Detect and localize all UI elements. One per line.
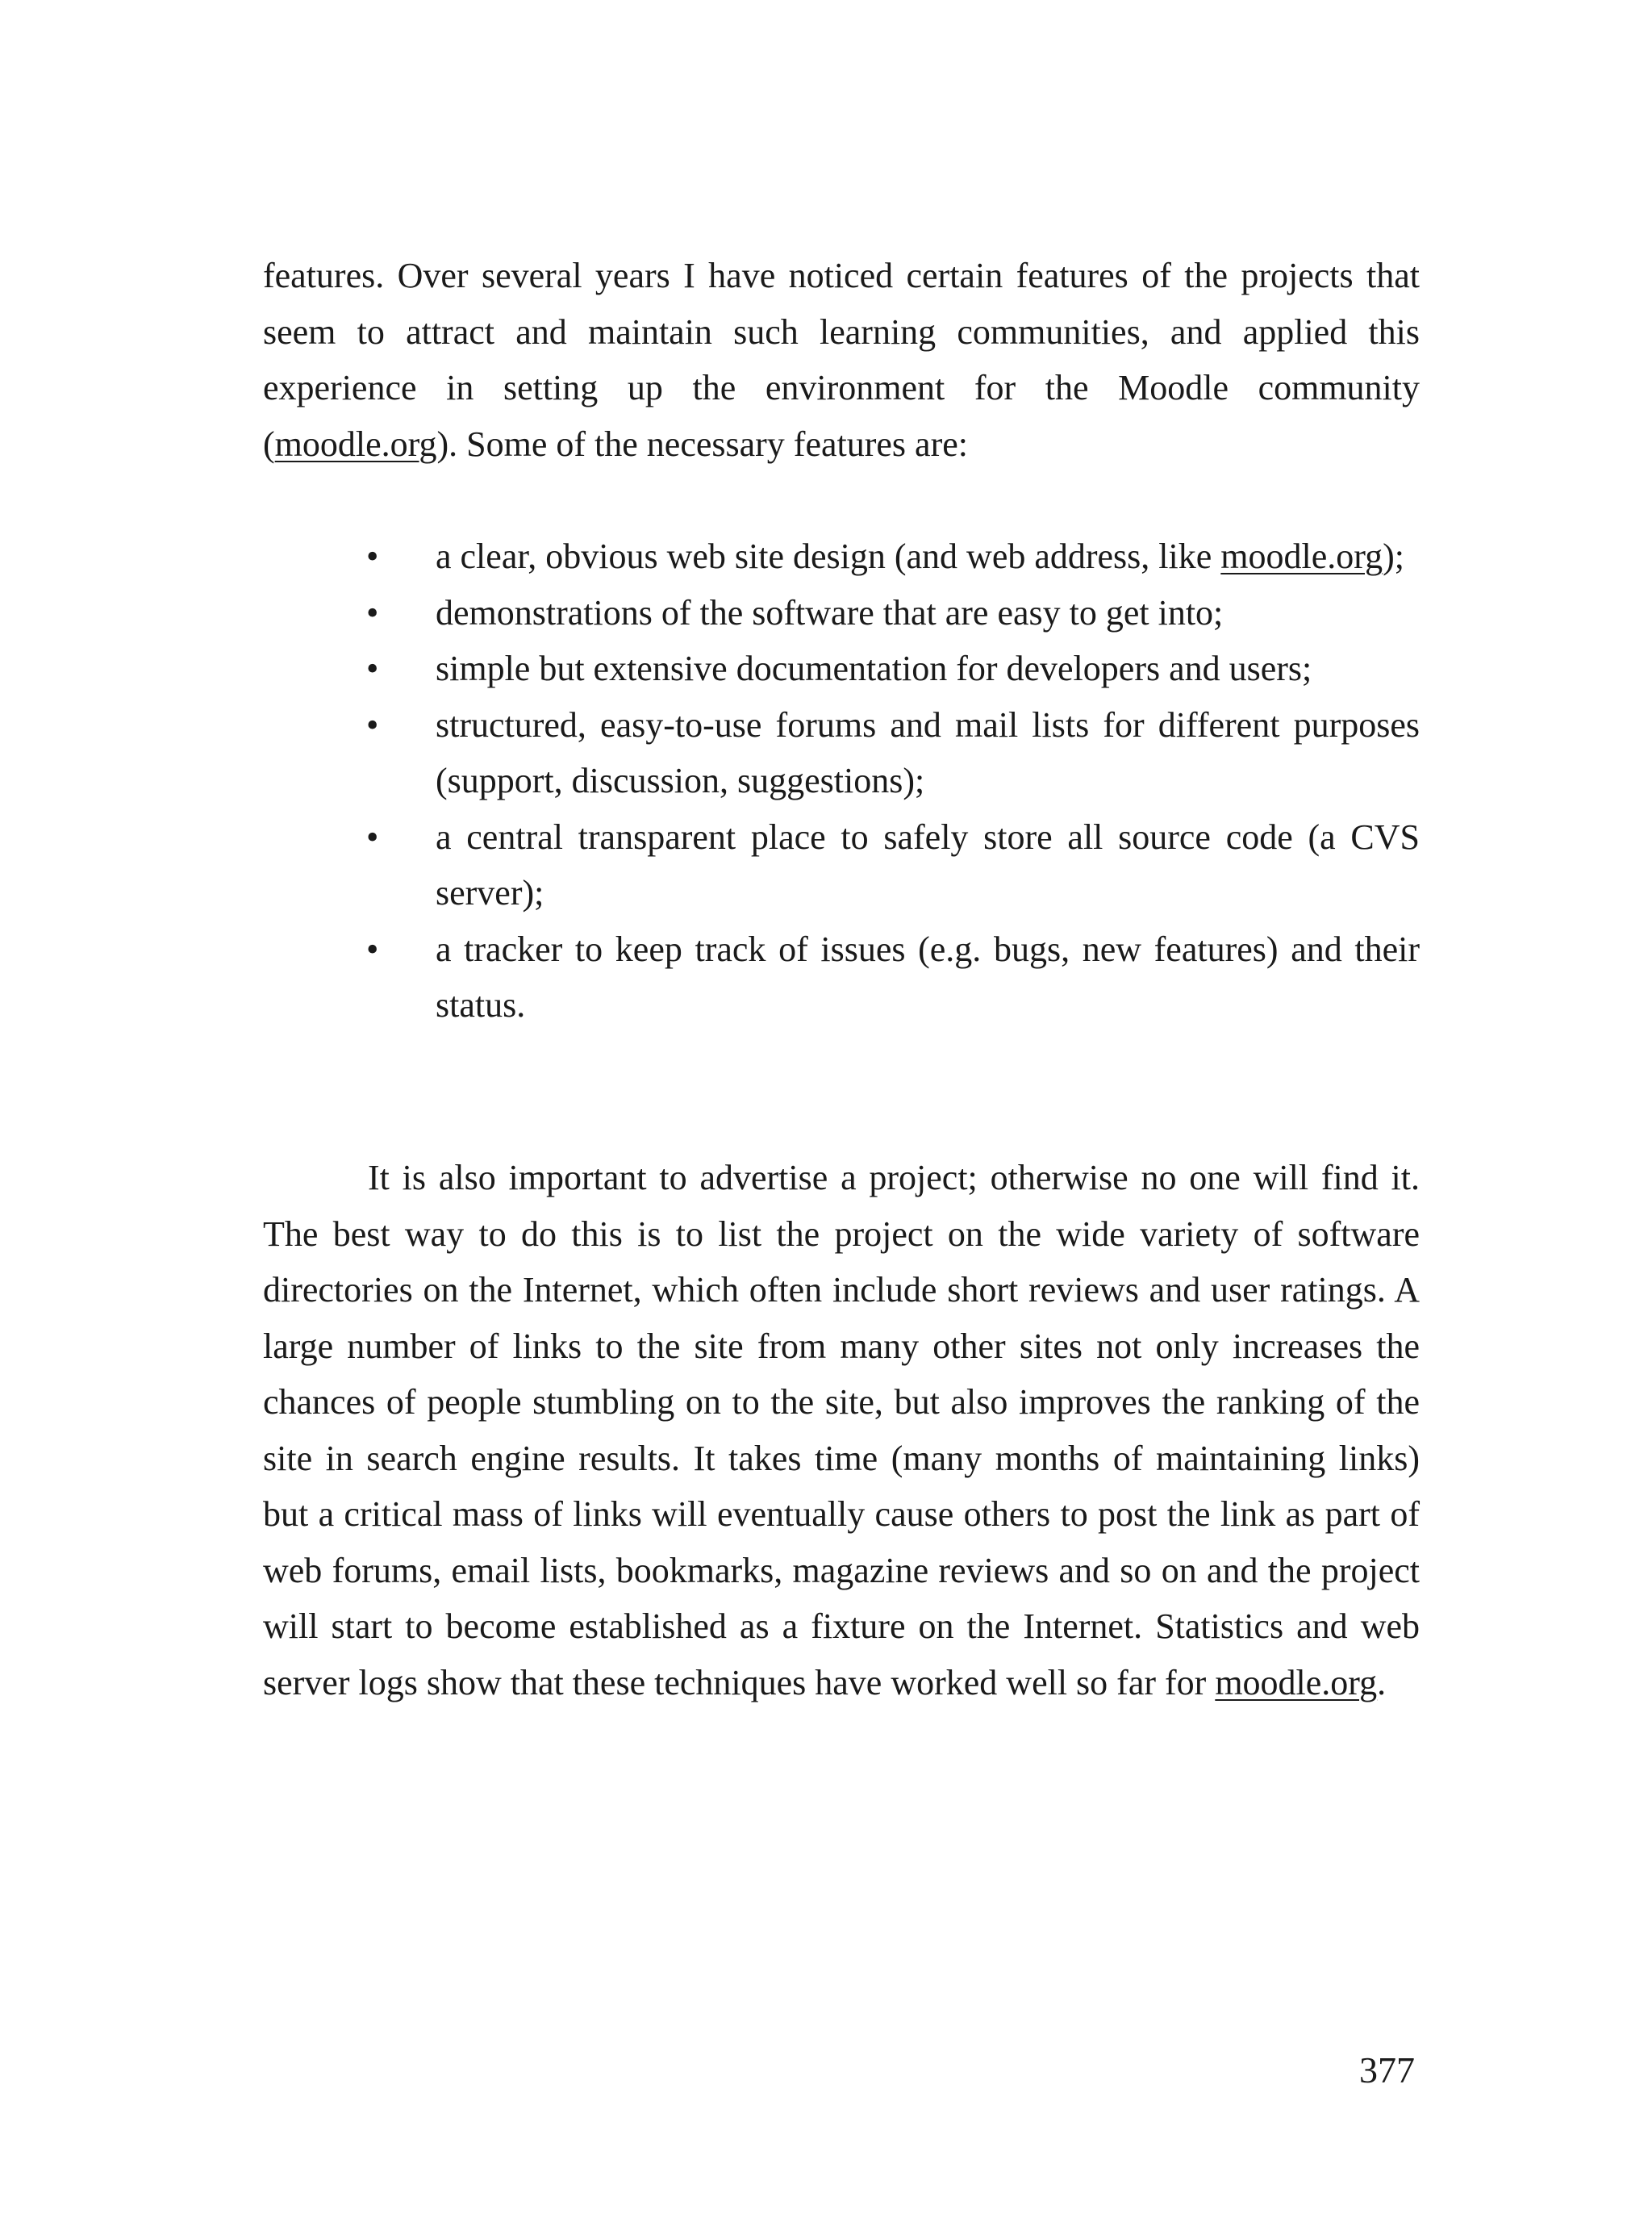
- paragraph-text: features. Over several years I have noticed certain features of the projects that seem to attract and maintain such learning communities, and applied this experience in setting up the environment for the Moodle community (: [263, 256, 1420, 464]
- list-item: [263, 809, 1420, 921]
- list-item: [263, 528, 1420, 585]
- list-item-text: a central transparent place to safely store all source code (a CVS server);: [436, 817, 1420, 913]
- paragraph-features-intro: [263, 248, 1420, 472]
- bullet-icon: •: [366, 649, 379, 688]
- features-bullet-list: [263, 528, 1420, 1034]
- paragraph-advertising: [263, 1150, 1420, 1711]
- list-item: [263, 641, 1420, 697]
- list-item-text: a tracker to keep track of issues (e.g. bugs, new features) and their status.: [436, 929, 1420, 1025]
- paragraph-text: ). Some of the necessary features are:: [436, 424, 968, 464]
- list-item-text: a clear, obvious web site design (and web address, like: [436, 537, 1221, 576]
- list-item-text: demonstrations of the software that are easy to get into;: [436, 592, 1224, 633]
- paragraph-text: .: [1377, 1662, 1387, 1702]
- list-item-text: simple but extensive documentation for developers and users;: [436, 649, 1312, 688]
- list-item-text: structured, easy-to-use forums and mail lists for different purposes (support, discussion, suggestions);: [436, 704, 1420, 800]
- page-number: 377: [1359, 2049, 1415, 2091]
- paragraph-text: It is also important to advertise a project; otherwise no one will find it. The best way to do this is to list the project on the wide variety of software directories on the Internet, which often include short reviews and user ratings. A large number of links to the site from many other sites not only increases the chances of people stumbling on to the site, but also improves the ranking of the site in search engine results. It takes time (many months of maintaining links) but a critical mass of links will eventually cause others to post the link as part of web forums, email lists, bookmarks, magazine reviews and so on and the project will start to become established as a fixture on the Internet. Statistics and web server logs show that these techniques have worked well so far for: [263, 1158, 1420, 1702]
- list-item: [263, 697, 1420, 809]
- bullet-icon: •: [366, 704, 379, 745]
- bullet-icon: •: [366, 929, 379, 969]
- list-item-text: );: [1383, 537, 1405, 576]
- moodle-org-link[interactable]: moodle.org: [274, 424, 437, 464]
- bullet-icon: •: [366, 537, 379, 576]
- list-item: [263, 921, 1420, 1034]
- moodle-org-link[interactable]: moodle.org: [1220, 537, 1383, 576]
- moodle-org-link[interactable]: moodle.org: [1215, 1662, 1378, 1702]
- bullet-icon: •: [366, 817, 379, 857]
- bullet-icon: •: [366, 592, 379, 633]
- list-item: [263, 585, 1420, 641]
